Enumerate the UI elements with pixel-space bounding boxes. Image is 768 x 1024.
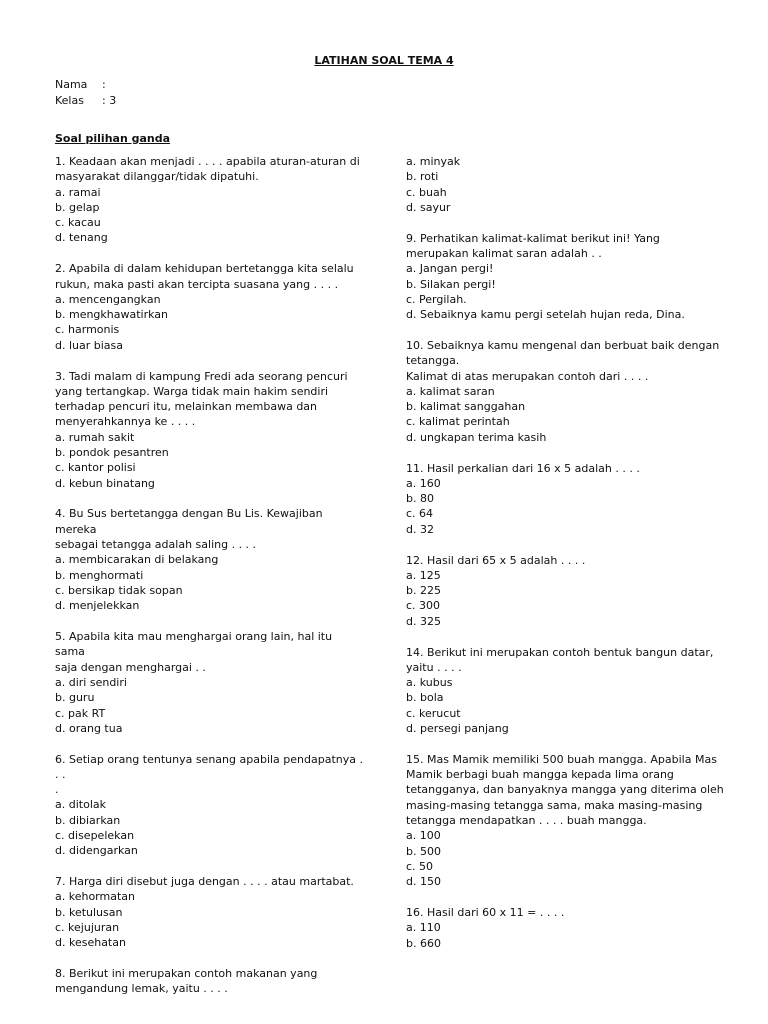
nama-value: : — [102, 78, 106, 91]
question-block — [406, 645, 726, 737]
answer-option: a. 100 — [406, 829, 441, 843]
answer-option: c. kerucut — [406, 706, 461, 720]
answer-option: d. 32 — [406, 522, 434, 536]
question-text: 11. Hasil perkalian dari 16 x 5 adalah . . . . — [406, 461, 640, 475]
answer-option: b. menghormati — [55, 568, 144, 582]
answer-option: d. 150 — [406, 875, 441, 889]
answer-option: a. kehormatan — [55, 890, 135, 904]
answer-option: c. 50 — [406, 859, 434, 873]
answer-option: d. luar biasa — [55, 338, 124, 352]
question-text: 7. Harga diri disebut juga dengan . . . . atau martabat. — [55, 875, 354, 889]
question-block — [406, 905, 726, 951]
answer-option: c. kejujuran — [55, 921, 120, 935]
question-text: 12. Hasil dari 65 x 5 adalah . . . . — [406, 553, 586, 567]
answer-option: a. kalimat saran — [406, 384, 495, 398]
question-block — [55, 261, 365, 353]
answer-option: a. diri sendiri — [55, 675, 127, 689]
answer-option: d. persegi panjang — [406, 722, 509, 735]
answer-option: a. membicarakan di belakang — [55, 553, 219, 567]
nama-row — [55, 77, 116, 93]
answer-option: a. 110 — [406, 921, 441, 935]
answer-option: c. Pergilah. — [406, 292, 467, 306]
answer-option: a. rumah sakit — [55, 430, 135, 444]
answer-option: c. buah — [406, 185, 447, 199]
answer-option: b. roti — [406, 170, 439, 184]
question-block — [55, 874, 365, 950]
answer-option: b. 225 — [406, 584, 441, 598]
answer-option: c. kalimat perintah — [406, 415, 510, 429]
answer-option: c. bersikap tidak sopan — [55, 583, 183, 597]
answer-option: d. orang tua — [55, 721, 123, 735]
answer-option: d. kebun binatang — [55, 476, 155, 490]
answer-option: b. ketulusan — [55, 905, 123, 919]
answer-option: d. sayur — [406, 200, 451, 214]
answer-option: b. 80 — [406, 492, 434, 506]
answer-option: a. kubus — [406, 676, 453, 690]
answer-option: b. bola — [406, 691, 444, 705]
question-text: 15. Mas Mamik memiliki 500 buah mangga. Apabila Mas Mamik berbagi buah mangga kepada lima orang tetangganya, dan banyaknya mangga yang diterima oleh masing-masing tetangga sama, maka masing-masing tetangga mendapatkan . . . . buah mangga. — [406, 752, 724, 827]
answer-option: a. Jangan pergi! — [406, 262, 494, 276]
nama-label: Nama — [55, 78, 88, 91]
answer-option: a. 125 — [406, 568, 441, 582]
answer-option: b. dibiarkan — [55, 813, 121, 827]
answer-option: b. kalimat sanggahan — [406, 400, 526, 414]
question-block — [55, 752, 365, 859]
kelas-row — [55, 93, 116, 109]
answer-option: b. 660 — [406, 936, 441, 950]
question-text: 10. Sebaiknya kamu mengenal dan berbuat baik dengan tetangga. Kalimat di atas merupakan contoh dari . . . . — [406, 338, 720, 383]
answer-option: c. harmonis — [55, 323, 120, 337]
left-column — [55, 154, 365, 1012]
answer-option: b. 500 — [406, 844, 441, 858]
worksheet-title: LATIHAN SOAL TEMA 4 — [314, 54, 454, 67]
question-block — [55, 154, 365, 246]
question-block — [55, 369, 365, 491]
question-block — [406, 338, 726, 445]
question-text: 9. Perhatikan kalimat-kalimat berikut ini! Yang merupakan kalimat saran adalah . . — [406, 231, 660, 260]
answer-option: b. gelap — [55, 200, 100, 214]
answer-option: c. kacau — [55, 216, 101, 230]
question-block — [406, 154, 726, 215]
answer-option: a. ditolak — [55, 798, 106, 812]
answer-option: a. minyak — [406, 155, 461, 168]
question-block — [55, 629, 365, 736]
right-column — [406, 154, 726, 966]
question-text: 5. Apabila kita mau menghargai orang lain, hal itu sama saja dengan menghargai . . — [55, 630, 333, 674]
question-text: 16. Hasil dari 60 x 11 = . . . . — [406, 905, 565, 919]
question-text: 1. Keadaan akan menjadi . . . . apabila aturan-aturan di masyarakat dilanggar/tidak dipatuhi. — [55, 155, 360, 184]
answer-option: b. Silakan pergi! — [406, 277, 496, 291]
question-block — [406, 553, 726, 629]
question-block — [406, 752, 726, 890]
question-block — [406, 461, 726, 537]
question-text: 6. Setiap orang tentunya senang apabila pendapatnya . . . . — [55, 752, 363, 797]
question-text: 2. Apabila di dalam kehidupan bertetangga kita selalu rukun, maka pasti akan tercipta suasana yang . . . . — [55, 262, 354, 291]
answer-option: d. Sebaiknya kamu pergi setelah hujan reda, Dina. — [406, 308, 685, 322]
question-block — [55, 506, 365, 613]
question-block — [55, 966, 365, 997]
answer-option: a. mencengangkan — [55, 292, 161, 306]
answer-option: b. pondok pesantren — [55, 446, 169, 460]
section-title: Soal pilihan ganda — [55, 132, 171, 145]
answer-option: d. kesehatan — [55, 936, 126, 950]
question-text: 4. Bu Sus bertetangga dengan Bu Lis. Kewajiban mereka sebagai tetangga adalah saling . . . . — [55, 507, 323, 552]
answer-option: d. tenang — [55, 231, 108, 245]
answer-option: d. menjelekkan — [55, 599, 140, 613]
question-text: 14. Berikut ini merupakan contoh bentuk bangun datar, yaitu . . . . — [406, 645, 714, 674]
answer-option: a. 160 — [406, 476, 441, 490]
question-block — [406, 231, 726, 323]
answer-option: b. guru — [55, 691, 95, 705]
question-text: 8. Berikut ini merupakan contoh makanan yang mengandung lemak, yaitu . . . . — [55, 967, 318, 996]
answer-option: c. 64 — [406, 507, 434, 521]
question-text: 3. Tadi malam di kampung Fredi ada seorang pencuri yang tertangkap. Warga tidak main hakim sendiri terhadap pencuri itu, melainkan membawa dan menyerahkannya ke . . . . — [55, 369, 348, 429]
kelas-value: : 3 — [102, 93, 117, 107]
answer-option: d. ungkapan terima kasih — [406, 430, 547, 444]
answer-option: c. 300 — [406, 599, 441, 613]
answer-option: a. ramai — [55, 185, 101, 199]
answer-option: c. pak RT — [55, 706, 106, 720]
answer-option: c. kantor polisi — [55, 461, 136, 475]
answer-option: d. 325 — [406, 614, 441, 628]
answer-option: b. mengkhawatirkan — [55, 308, 169, 322]
student-info — [55, 77, 116, 108]
answer-option: d. didengarkan — [55, 844, 138, 858]
kelas-label: Kelas — [55, 93, 84, 107]
answer-option: c. disepelekan — [55, 829, 135, 843]
